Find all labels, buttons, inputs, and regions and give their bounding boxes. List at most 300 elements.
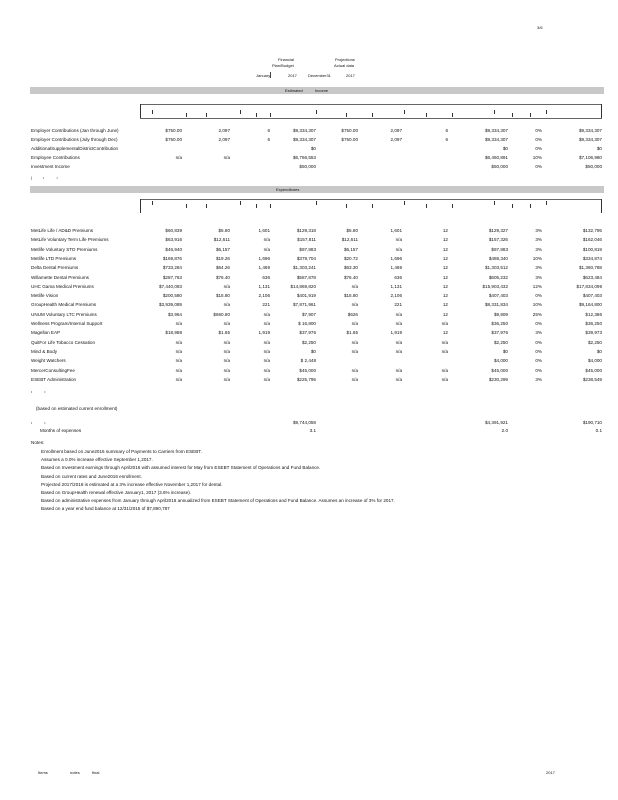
row-cell-c9: 10% [532,155,542,160]
row-cell-c5: n/a [351,367,358,373]
row-cell-c7: n/a [441,321,448,326]
row-cell-c8: $45,000 [491,367,508,373]
header-sub-right-year: 2017 [346,73,355,78]
revenue-header-edge-left [140,104,141,118]
row-cell-c2: n/a [223,367,230,373]
row-cell-c4: $9,334,307 [293,128,316,133]
row-cell-c7: 12 [442,246,448,252]
row-cell-c6: 1,919 [390,330,402,336]
row-cell-c4: $9,334,307 [293,137,316,142]
row-cell-c6: 1,696 [390,255,402,261]
row-cell-c6: 1,601 [390,228,402,233]
footer-right: 2017 [546,770,555,775]
row-cell-c4: $7,871,961 [293,302,316,308]
row-cell-c2: $660.80 [213,311,230,317]
row-cell-c3: 6 [267,128,270,133]
row-cell-c10: $36,250 [585,321,602,326]
row-cell-c2: 2,097 [218,128,230,133]
row-cell-c1: $169,876 [162,255,182,261]
row-cell-c10: $100,819 [582,246,602,252]
row-cell-c2: $6,157 [215,246,230,252]
row-label: UHC Gama Medical Premiums [31,283,94,289]
revenue-header-bottom-rule [140,118,602,119]
note-item: Based on current rates and June2016 enrollment. [41,473,142,479]
row-cell-c3: 1,469 [258,265,270,271]
footer-left2: notes [70,770,80,775]
row-cell-c6: 636 [394,274,402,280]
note-item: Projected 2017/2018 is estimated at a 3% increase effective November 1,2017 for dental. [41,481,223,487]
months-label: Months of expenses [40,428,82,433]
table-row [0,274,618,283]
row-cell-c4: $ 16,800 [298,321,316,326]
row-label: Delta Dental Premiums [31,265,79,271]
row-cell-c4: $401,919 [296,293,316,299]
row-cell-c3: 1,919 [258,330,270,336]
row-cell-c10: $334,874 [582,255,602,261]
footer-left1: Items [38,770,48,775]
column-tick [270,113,271,117]
row-cell-c9: 0% [535,164,542,169]
row-cell-c9: 0% [535,293,542,299]
row-cell-c5: $750.00 [341,128,358,133]
row-cell-c2: 2,097 [218,137,230,142]
note-item: Enrollment based on June2016 summary of Payments to Carriers from ESEBT. [41,449,202,454]
row-cell-c8: $36,250 [491,321,508,326]
row-cell-c4: $97,883 [299,246,316,252]
row-cell-c1: $287,763 [162,274,182,280]
row-cell-c1: $733,284 [162,265,182,271]
column-tick [206,113,207,117]
row-cell-c9: 12% [532,283,542,289]
row-cell-c7: 12 [442,302,448,308]
row-cell-c10: $4,000 [587,358,602,364]
row-cell-c7: 6 [445,137,448,142]
header-col-b-line1: Projections [335,57,355,62]
months-row [0,427,618,436]
row-label: UNUM Voluntary LTC Premiums [31,311,97,317]
column-tick [452,113,453,117]
row-label: Metlife LTD Premiums [31,255,77,261]
row-cell-c10: $407,403 [582,293,602,299]
footer-left3: final [92,770,100,775]
row-cell-c1: n/a [175,339,182,345]
row-cell-c2: n/a [223,302,230,308]
row-cell-c9: 0% [535,367,542,373]
expense-marker: ı ı [31,389,46,394]
row-cell-c9: 10% [532,255,542,261]
row-cell-c3: 1,696 [258,255,270,261]
row-cell-c5: $63.30 [343,265,358,271]
row-cell-c6: 221 [394,302,402,308]
table-row [0,292,618,301]
row-cell-c6: n/a [395,367,402,373]
row-cell-c3: n/a [263,348,270,354]
row-cell-c5: n/a [351,348,358,354]
column-tick [426,204,427,208]
row-cell-c6: n/a [395,376,402,382]
row-cell-c9: 0% [535,348,542,354]
row-cell-c1: $3,939,089 [159,302,182,308]
column-tick [546,110,547,114]
revenue-header-top-rule [140,104,602,105]
row-cell-c7: 12 [442,283,448,289]
months-projected: 2.0 [501,428,508,433]
column-tick [240,110,241,114]
row-label: MetLife Life / AD&D Premiums [31,228,94,233]
row-cell-c3: n/a [263,376,270,382]
row-cell-c4: $225,795 [296,376,316,382]
row-cell-c10: $39,973 [585,330,602,336]
column-tick [494,110,495,114]
table-row [0,154,618,163]
row-cell-c7: 12 [442,255,448,261]
row-cell-c4: $2,250 [301,339,316,345]
row-cell-c10: $238,549 [582,376,602,382]
row-cell-c9: 3% [535,246,542,252]
row-cell-c4: $14,869,820 [290,283,316,289]
row-cell-c6: 2,097 [390,137,402,142]
column-tick [316,110,317,114]
row-cell-c1: n/a [175,321,182,326]
row-cell-c8: $0 [502,146,508,151]
row-cell-c1: $750.00 [165,128,182,133]
row-cell-c2: $12,611 [213,237,230,243]
row-cell-c3: 221 [262,302,270,308]
row-label: QuitFor Life Tobacco Cessation [31,339,96,345]
table-row [0,301,618,310]
row-cell-c8: $605,232 [488,274,508,280]
table-row [0,136,618,145]
table-row [0,163,618,172]
row-label: Investment Income [31,164,70,169]
expense-header-edge-left [140,199,141,213]
row-cell-c6: n/a [395,348,402,354]
row-cell-c9: 0% [535,321,542,326]
column-tick [404,110,405,114]
row-cell-c10: $50,000 [585,164,602,169]
table-row [0,367,618,376]
row-cell-c6: n/a [395,339,402,345]
row-cell-c3: n/a [263,237,270,243]
header-col-a-line1: Financial [278,57,295,62]
row-cell-c7: n/a [441,376,448,382]
column-tick [152,201,153,205]
row-label: GroupHealth Medical Premiums [31,302,97,308]
table-row [0,246,618,255]
row-cell-c5: $626 [347,311,358,317]
header-sub-left-year: 2017 [288,73,297,78]
row-label: MercerConsultingFee [31,367,75,373]
row-cell-c8: $129,327 [488,228,508,233]
row-cell-c1: n/a [175,358,182,364]
table-row [0,236,618,245]
row-cell-c8: $407,403 [488,293,508,299]
note-item: Assumes a 0.0% increase effective September 1,2017. [41,457,153,463]
column-tick [452,204,453,208]
row-cell-c7: 12 [442,237,448,243]
row-label: Weight Watchers [31,358,66,364]
row-cell-c8: $0 [502,348,508,354]
column-tick [240,201,241,205]
row-cell-c9: 3% [535,330,542,336]
row-cell-c6: 2,106 [390,293,402,299]
row-cell-c8: $97,883 [491,246,508,252]
row-cell-c1: $3,964 [167,311,182,317]
row-cell-c1: n/a [175,348,182,354]
totals-next-year: $190,710 [582,420,602,425]
column-tick [256,113,257,117]
row-cell-c7: 12 [442,330,448,336]
row-cell-c5: $20.72 [343,255,358,261]
row-cell-c2: n/a [223,155,230,160]
expense-section-title: Expenditures [276,187,300,192]
column-tick [152,110,153,114]
row-cell-c4: $157,811 [297,237,316,243]
header-divider [270,72,271,78]
row-cell-c1: $46,940 [165,246,182,252]
column-tick [270,204,271,208]
row-cell-c3: 636 [262,274,270,280]
table-row [0,227,618,236]
column-tick [426,113,427,117]
note-item: Based on Investment earnings through April2016 with assumed interest for May from ESEBT Statement of Operations and Fund Balance. [41,465,321,471]
revenue-section-title: Estimated [285,88,303,93]
row-cell-c5: n/a [351,321,358,326]
row-cell-c5: $76.40 [343,274,358,280]
row-cell-c4: $6,766,553 [293,155,316,160]
row-cell-c3: n/a [263,339,270,345]
row-cell-c2: $19.26 [215,255,230,261]
row-cell-c5: n/a [351,302,358,308]
row-label: ESEBT Administration [31,376,77,382]
table-row [0,311,618,320]
column-tick [346,204,347,208]
row-cell-c2: n/a [223,358,230,364]
row-cell-c6: n/a [395,246,402,252]
row-cell-c5: n/a [351,283,358,289]
row-cell-c4: $45,000 [299,367,316,373]
table-row [0,264,618,273]
row-cell-c2: n/a [223,376,230,382]
row-cell-c8: $2,250 [493,339,508,345]
row-cell-c10: $623,484 [582,274,602,280]
revenue-marker: | ı ı [31,175,58,180]
row-cell-c7: 12 [442,228,448,233]
header-sub-left: January [256,73,271,78]
row-cell-c4: $7,907 [301,311,316,317]
table-row [0,329,618,338]
totals-marker: ı ı [31,420,46,425]
row-cell-c4: $ 2,448 [300,358,316,364]
row-label: Employee Contributions [31,155,80,160]
row-cell-c8: $9,334,307 [485,137,508,142]
row-cell-c3: 2,106 [258,293,270,299]
row-cell-c5: n/a [351,339,358,345]
row-cell-c1: n/a [175,367,182,373]
row-cell-c3: n/a [263,321,270,326]
row-cell-c2: n/a [223,339,230,345]
row-cell-c4: $37,976 [299,330,316,336]
table-row [0,339,618,348]
row-cell-c8: $157,326 [488,237,508,243]
table-row [0,320,618,329]
row-cell-c10: $45,000 [585,367,602,373]
row-cell-c8: $9,334,307 [485,128,508,133]
row-cell-c10: $162,046 [582,237,602,243]
row-cell-c8: $9,909 [493,311,508,317]
row-cell-c7: 12 [442,293,448,299]
enrollment-note: (based on estimated current enrollment) [36,406,118,411]
row-cell-c9: 3% [535,237,542,243]
row-cell-c7: 12 [442,274,448,280]
row-cell-c2: $76.40 [215,274,230,280]
column-tick [316,201,317,205]
row-cell-c2: n/a [223,321,230,326]
row-cell-c9: 0% [535,128,542,133]
row-cell-c1: $60,839 [165,228,182,233]
row-cell-c8: $488,340 [488,255,508,261]
row-cell-c6: n/a [395,311,402,317]
table-row [0,348,618,357]
totals-current: $9,744,059 [293,420,316,425]
column-tick [512,113,513,117]
row-cell-c6: n/a [395,237,402,243]
row-cell-c6: 2,097 [390,128,402,133]
row-label: Willamette Dental Premiums [31,274,89,280]
row-cell-c2: $5.80 [218,228,230,233]
row-label: Wellness Program/Internal Support [31,321,103,326]
table-row [0,255,618,264]
totals-projected: $4,391,921 [485,420,508,425]
row-cell-c4: $1,303,241 [293,265,316,271]
row-cell-c1: $7,440,093 [159,283,182,289]
row-cell-c1: $18,988 [165,330,182,336]
row-cell-c8: $37,976 [491,330,508,336]
row-cell-c10: $9,164,800 [579,302,602,308]
row-label: Mind & Body [31,348,58,354]
note-item: Based on a year end fund balance at 12/31/2015 of $7,890,787 [41,506,170,512]
column-tick [346,113,347,117]
row-cell-c9: 0% [535,137,542,142]
row-cell-c8: $50,000 [491,164,508,169]
table-row [0,127,618,136]
row-cell-c5: $1.65 [346,330,358,336]
row-cell-c8: $4,000 [493,358,508,364]
row-cell-c6: 1,131 [390,283,402,289]
column-tick [512,204,513,208]
row-cell-c9: 0% [535,339,542,345]
row-cell-c7: n/a [441,348,448,354]
row-cell-c2: n/a [223,348,230,354]
row-cell-c10: $0 [596,146,602,151]
revenue-section-band [30,87,604,94]
note-item: Based on administrative expenses from January through April2016 annualized from ESEBT Statement of Operations and Fund Balance. Assumes an increase of 3% for 2017. [41,498,395,504]
expense-section-band [30,186,604,193]
row-cell-c2: $15.80 [215,293,230,299]
row-label: Employer Contributions (July through Dec) [31,137,118,142]
note-item: Based on GroupHealth renewal effective January1, 2017 (3.6% increase). [41,490,192,495]
row-label: Metlife Vision [31,293,59,299]
row-cell-c3: n/a [263,246,270,252]
row-cell-c6: 1,469 [390,265,402,271]
row-cell-c8: $8,331,834 [485,302,508,308]
row-cell-c9: 3% [535,274,542,280]
row-cell-c10: $9,334,307 [579,128,602,133]
row-cell-c10: $1,360,788 [579,265,602,271]
row-cell-c4: $0 [310,348,316,354]
column-tick [404,201,405,205]
row-cell-c9: 25% [532,311,542,317]
row-label: Magellan EAP [31,330,61,336]
row-label: MetLife Voluntary Term Life Premiums [31,237,109,243]
row-cell-c9: 0% [535,146,542,151]
row-cell-c2: $64.26 [215,265,230,271]
table-row [0,145,618,154]
column-tick [256,204,257,208]
column-tick [186,113,187,117]
row-cell-c4: $50,000 [299,164,316,169]
row-label: AdditionalSupplementalDistrictContribution [31,146,119,151]
months-current: 3.1 [309,428,316,433]
column-tick [186,204,187,208]
row-cell-c3: n/a [263,358,270,364]
column-tick [530,113,531,117]
row-cell-c7: 6 [445,128,448,133]
header-col-b-line2: Actual data [334,63,355,68]
row-cell-c1: $750.00 [165,137,182,142]
row-cell-c5: $5.80 [346,228,358,233]
row-cell-c10: $9,334,307 [579,137,602,142]
table-row [0,357,618,366]
row-cell-c10: $12,386 [585,311,602,317]
row-cell-c1: $200,580 [162,293,182,299]
row-cell-c7: n/a [441,339,448,345]
row-cell-c5: $15.80 [343,293,358,299]
row-cell-c8: $15,903,432 [482,283,508,289]
row-cell-c3: 6 [267,137,270,142]
column-tick [546,201,547,205]
table-row [0,283,618,292]
row-cell-c8: $1,303,512 [485,265,508,271]
row-cell-c5: $6,157 [343,246,358,252]
row-cell-c6: n/a [395,321,402,326]
column-tick [494,201,495,205]
page-number: 3/6 [537,25,543,30]
notes-title: Notes: [31,440,45,445]
row-cell-c3: 1,131 [258,283,270,289]
row-cell-c9: 3% [535,265,542,271]
row-label: Metlife Voluntary STD Premiums [31,246,98,252]
row-cell-c10: $132,795 [582,228,602,233]
row-cell-c9: 3% [535,376,542,382]
revenue-header-edge-right [601,104,602,118]
row-cell-c10: $2,250 [587,339,602,345]
row-cell-c9: 0% [535,358,542,364]
header-col-a-line2: Plan/Budget [272,63,294,68]
revenue-section-title2: Income [315,88,329,93]
row-cell-c4: $129,318 [296,228,316,233]
row-cell-c7: n/a [441,367,448,373]
column-tick [372,204,373,208]
row-cell-c1: $63,916 [165,237,182,243]
row-cell-c1: n/a [175,376,182,382]
row-cell-c9: 3% [535,228,542,233]
row-cell-c9: 10% [532,302,542,308]
row-cell-c3: n/a [263,367,270,373]
column-tick [530,204,531,208]
row-cell-c10: $7,106,980 [579,155,602,160]
table-row [0,376,618,385]
